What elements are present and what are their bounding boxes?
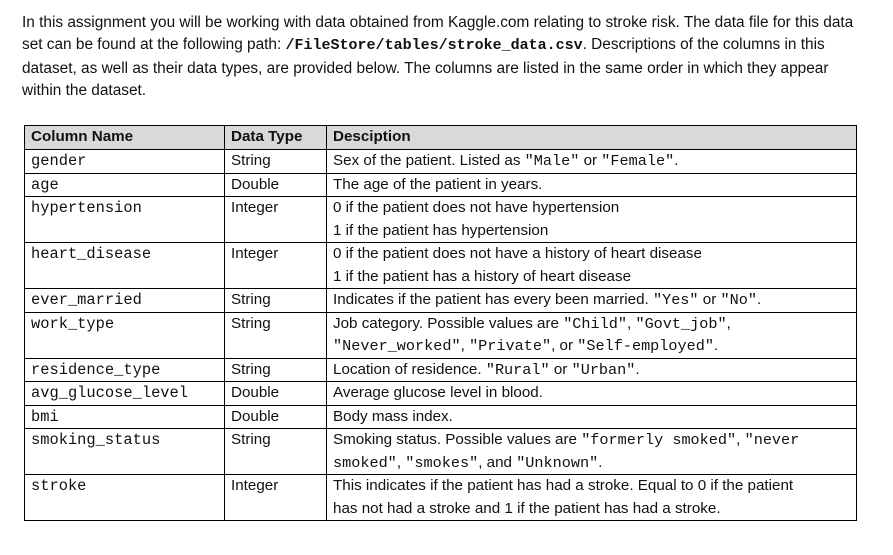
cell-description: [327, 289, 857, 313]
description-line: [333, 197, 856, 220]
header-data-type: Data Type: [225, 126, 327, 150]
table-row: [25, 358, 857, 382]
description-text: Smoking status. Possible values are: [333, 431, 582, 448]
code-value: "Male": [524, 152, 580, 170]
cell-data-type: Integer: [225, 197, 327, 243]
description-line: [333, 359, 856, 382]
cell-data-type: String: [225, 150, 327, 174]
code-value: "Rural": [485, 360, 550, 379]
table-header-row: [25, 126, 857, 150]
code-value: "smokes": [405, 453, 479, 472]
cell-description: [327, 475, 857, 521]
data-file-path: /FileStore/tables/stroke_data.csv: [285, 37, 583, 55]
table-row: [25, 429, 857, 475]
description-line: [333, 406, 856, 429]
cell-column-name: smoking_status: [25, 429, 225, 475]
cell-description: [327, 358, 857, 382]
cell-description: [327, 405, 857, 429]
intro-text-end: . Descriptions of the columns in this dataset, as well as their data types, are provided below. The columns are listed in the same order in which they appear within the dataset.: [22, 36, 829, 99]
table-row: [25, 173, 857, 197]
description-line: [333, 429, 856, 452]
cell-description: [327, 243, 857, 289]
description-line: [333, 335, 856, 358]
description-text: The age of the patient in years.: [333, 175, 543, 193]
intro-paragraph: [22, 12, 872, 102]
description-text: This indicates if the patient has had a stroke. Equal to 0 if the patient: [333, 477, 794, 494]
description-text: ,: [627, 314, 636, 332]
columns-table: [24, 125, 857, 521]
cell-column-name: bmi: [25, 405, 225, 429]
cell-column-name: heart_disease: [25, 243, 225, 289]
description-text: Location of residence.: [333, 360, 486, 378]
description-line: [333, 475, 856, 498]
code-value: "never: [744, 431, 800, 449]
cell-column-name: residence_type: [25, 358, 225, 382]
code-value: "Never_worked": [333, 337, 461, 355]
description-line: [333, 150, 856, 173]
code-value: "Self-employed": [577, 337, 714, 355]
description-text: ,: [726, 314, 731, 332]
header-description: Desciption: [327, 126, 857, 150]
code-value: "Unknown": [516, 453, 599, 472]
code-value: "Child": [563, 314, 627, 333]
table-row: [25, 243, 857, 289]
cell-data-type: String: [225, 289, 327, 313]
description-text: ,: [460, 337, 470, 354]
description-text: .: [635, 360, 640, 378]
description-line: [333, 313, 856, 336]
cell-description: [327, 312, 857, 358]
code-value: "formerly smoked": [581, 431, 737, 449]
table-row: [25, 312, 857, 358]
code-value: "No": [720, 291, 757, 309]
description-line: [333, 266, 856, 289]
description-text: Average glucose level in blood.: [333, 384, 543, 401]
description-text: .: [713, 337, 719, 354]
intro-text-start: In this assignment you will be working with data obtained from Kaggle.com relating to stroke risk. The data file for this data set can be found at the following path:: [22, 14, 854, 54]
code-value: "Urban": [571, 360, 636, 379]
description-text: Indicates if the patient has every been married.: [333, 291, 653, 308]
code-value: "Female": [601, 152, 675, 170]
description-line: [333, 452, 856, 475]
cell-description: [327, 429, 857, 475]
cell-column-name: avg_glucose_level: [25, 382, 225, 406]
cell-column-name: work_type: [25, 312, 225, 358]
description-text: 0 if the patient does not have a history of heart disease: [333, 245, 702, 262]
cell-data-type: String: [225, 429, 327, 475]
code-value: "Govt_job": [635, 314, 727, 333]
cell-data-type: String: [225, 358, 327, 382]
description-text: ,: [396, 453, 406, 471]
cell-data-type: Integer: [225, 475, 327, 521]
code-value: "Private": [469, 337, 552, 355]
table-row: [25, 405, 857, 429]
cell-description: [327, 382, 857, 406]
description-text: has not had a stroke and 1 if the patient has had a stroke.: [333, 499, 721, 517]
description-line: [333, 382, 856, 405]
cell-data-type: Double: [225, 405, 327, 429]
description-text: Job category. Possible values are: [333, 314, 564, 332]
cell-column-name: gender: [25, 150, 225, 174]
description-text: or: [549, 360, 572, 378]
description-text: .: [674, 152, 679, 169]
description-line: [333, 243, 856, 266]
cell-data-type: Double: [225, 382, 327, 406]
header-column-name: Column Name: [25, 126, 225, 150]
cell-column-name: age: [25, 173, 225, 197]
cell-data-type: String: [225, 312, 327, 358]
table-row: [25, 150, 857, 174]
description-line: [333, 289, 856, 312]
code-value: smoked": [333, 453, 397, 472]
description-text: .: [598, 453, 603, 471]
description-text: , and: [478, 453, 517, 471]
table-row: [25, 475, 857, 521]
description-text: or: [579, 152, 602, 169]
description-text: ,: [736, 431, 745, 448]
cell-data-type: Double: [225, 173, 327, 197]
description-line: [333, 174, 856, 197]
description-text: .: [756, 291, 762, 308]
description-text: 1 if the patient has hypertension: [333, 221, 549, 239]
table-row: [25, 197, 857, 243]
description-text: Sex of the patient. Listed as: [333, 152, 525, 169]
table-row: [25, 289, 857, 313]
code-value: "Yes": [652, 291, 699, 309]
cell-description: [327, 197, 857, 243]
description-line: [333, 220, 856, 243]
description-text: 0 if the patient does not have hypertension: [333, 199, 620, 216]
description-text: Body mass index.: [333, 407, 453, 425]
description-text: , or: [551, 337, 578, 354]
description-text: or: [698, 291, 721, 308]
cell-data-type: Integer: [225, 243, 327, 289]
table-row: [25, 382, 857, 406]
cell-column-name: hypertension: [25, 197, 225, 243]
description-line: [333, 498, 856, 521]
cell-description: [327, 150, 857, 174]
cell-column-name: ever_married: [25, 289, 225, 313]
cell-column-name: stroke: [25, 475, 225, 521]
cell-description: [327, 173, 857, 197]
description-text: 1 if the patient has a history of heart disease: [333, 267, 632, 285]
